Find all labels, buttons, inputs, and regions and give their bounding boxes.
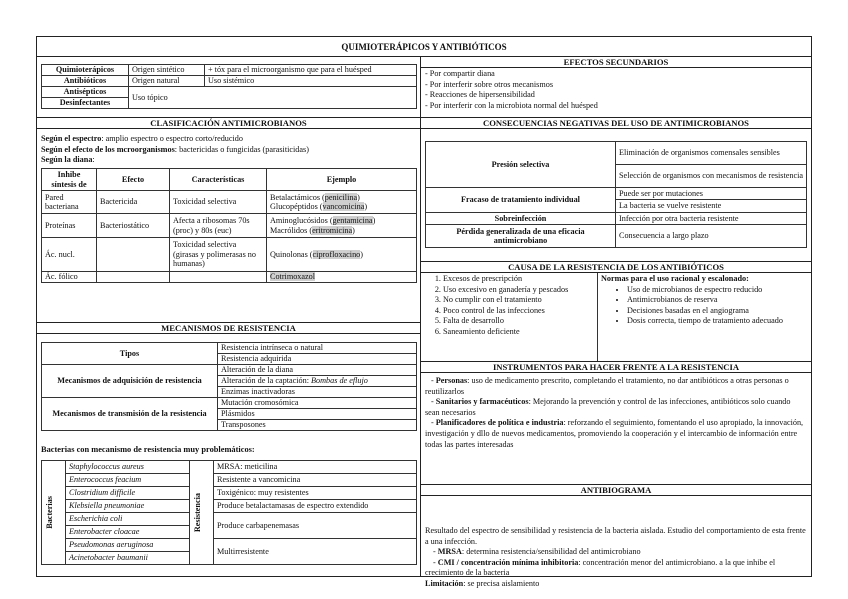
consequence-label: Fracaso de tratamiento individual bbox=[426, 188, 616, 213]
side-effects-heading: EFECTOS SECUNDARIOS bbox=[421, 57, 811, 68]
list-item: - Reacciones de hipersensibilidad bbox=[425, 90, 535, 100]
bacteria-name: Klebsiella pneumoniae bbox=[66, 500, 190, 513]
list-item: - MRSA: determina resistencia/sensibilidad del antimicrobiano bbox=[433, 547, 641, 557]
drug-highlight: gentamicina bbox=[332, 216, 373, 226]
list-item: • Decisiones basadas en el angiograma bbox=[627, 306, 807, 317]
causes-heading: CAUSA DE LA RESISTENCIA DE LOS ANTIBIÓTICOS bbox=[421, 261, 811, 273]
list-item: - Por compartir diana bbox=[425, 69, 495, 78]
list-item: 4. Poco control de las infecciones bbox=[443, 306, 595, 317]
list-item: - Personas: uso de medicamento prescrito, completando el tratamiento, no dar antibióticos a otras personas o reutilizarlos bbox=[425, 376, 789, 396]
def-term: Desinfectantes bbox=[42, 98, 129, 109]
acquisition-item: Alteración de la diana bbox=[218, 365, 417, 376]
bacteria-side-label: Bacterias bbox=[45, 496, 54, 529]
consequence-detail: Consecuencia a largo plazo bbox=[616, 225, 807, 248]
resistance-table-wrap bbox=[41, 342, 417, 431]
instruments-heading: INSTRUMENTOS PARA HACER FRENTE A LA RESISTENCIA bbox=[421, 361, 811, 373]
cell-effect bbox=[97, 238, 170, 272]
resistance-type: Resistencia adquirida bbox=[218, 354, 417, 365]
table-row bbox=[42, 272, 417, 283]
cell-effect bbox=[97, 272, 170, 283]
cell-features bbox=[170, 272, 267, 283]
cell-target: Ác. fólico bbox=[42, 272, 97, 283]
classification-table bbox=[41, 168, 417, 283]
cell-effect: Bacteriostático bbox=[97, 214, 170, 238]
problem-bacteria-table-wrap bbox=[41, 460, 417, 565]
cell-target: Proteínas bbox=[42, 214, 97, 238]
classification-table-wrap bbox=[41, 168, 417, 283]
transmission-label: Mecanismos de transmisión de la resistencia bbox=[42, 398, 218, 431]
def-term: Antisépticos bbox=[42, 87, 129, 98]
def-term: Quimioterápicos bbox=[42, 65, 129, 76]
right-column bbox=[421, 57, 811, 588]
problem-bacteria-table bbox=[41, 460, 417, 565]
drug-highlight: eritromicina bbox=[312, 225, 353, 235]
side-effects-list bbox=[425, 69, 805, 111]
spectrum-label: Según el espectro bbox=[41, 134, 102, 143]
transmission-item: Transposones bbox=[218, 420, 417, 431]
consequence-label: Sobreinfección bbox=[426, 213, 616, 225]
instruments-list bbox=[425, 376, 807, 450]
drug-highlight: Cotrimoxazol bbox=[270, 272, 316, 282]
list-item: 1. Excesos de prescripción bbox=[443, 274, 595, 285]
classification-heading: CLASIFICACIÓN ANTIMICROBIANOS bbox=[37, 117, 420, 129]
col-header: Efecto bbox=[97, 169, 170, 191]
list-item: - Planificadores de política e industria: reforzando el seguimiento, fomentando el uso apropiado, la innovación, investigación y dllo de nuevos medicamentos, promoviendo la cooperación y el intercambio de información entre todas las partes interesadas bbox=[425, 418, 804, 449]
consequence-detail: La bacteria se vuelve resistente bbox=[616, 200, 807, 213]
list-item: - Por interferir con la microbiota normal del huésped bbox=[425, 100, 598, 110]
resistance-desc: Toxigénico: muy resistentes bbox=[214, 487, 417, 500]
col-header: Inhibe síntesis de bbox=[42, 169, 97, 191]
target-text: : bbox=[92, 155, 95, 165]
list-item: 5. Falta de desarrollo bbox=[443, 316, 595, 327]
bacteria-name: Pseudomonas aeruginosa bbox=[66, 539, 190, 552]
def-origin: Origen sintético bbox=[129, 65, 205, 76]
left-column bbox=[37, 57, 421, 576]
resistance-table bbox=[41, 342, 417, 431]
problem-bacteria-heading: Bacterias con mecanismo de resistencia muy problemáticos: bbox=[41, 445, 255, 454]
resistance-desc: Produce carbapenemasas bbox=[214, 513, 417, 539]
cell-example: Aminoglucósidos (gentamicina) Macrólidos (eritromicina) bbox=[267, 214, 417, 238]
list-item: - Por interferir sobre otros mecanismos bbox=[425, 79, 554, 89]
bacteria-name: Enterobacter cloacae bbox=[66, 526, 190, 539]
resistance-desc: Multirresistente bbox=[214, 539, 417, 565]
drug-highlight: ciprofloxacino bbox=[312, 249, 361, 259]
resistance-desc: Produce betalactamasas de espectro extendido bbox=[214, 500, 417, 513]
def-term: Antibióticos bbox=[42, 76, 129, 87]
resistance-side-label-cell bbox=[190, 461, 214, 565]
consequence-detail: Infección por otra bacteria resistente bbox=[616, 213, 807, 225]
consequences-table-wrap bbox=[425, 141, 807, 248]
cell-example: Betalactámicos (penicilina) Glucopéptidos (vancomicina) bbox=[267, 191, 417, 214]
def-origin: Origen natural bbox=[129, 76, 205, 87]
acquisition-item: Enzimas inactivadoras bbox=[218, 387, 417, 398]
antibiogram-heading: ANTIBIOGRAMA bbox=[421, 484, 811, 496]
consequence-detail: Eliminación de organismos comensales sensibles bbox=[616, 142, 807, 165]
drug-highlight: penicilina bbox=[324, 192, 358, 202]
consequence-detail: Puede ser por mutaciones bbox=[616, 188, 807, 200]
table-row bbox=[42, 191, 417, 214]
definitions-table bbox=[41, 64, 417, 109]
list-item: - CMI / concentración mínima inhibitoria: concentración menor del antimicrobiano. a la que inhibe el crecimiento de la bacteria bbox=[425, 557, 776, 578]
cell-effect: Bactericida bbox=[97, 191, 170, 214]
consequence-label: Pérdida generalizada de una eficacia antimicrobiano bbox=[426, 225, 616, 248]
transmission-item: Mutación cromosómica bbox=[218, 398, 417, 409]
target-label: Según la diana bbox=[41, 155, 93, 165]
resistance-heading: MECANISMOS DE RESISTENCIA bbox=[37, 322, 420, 334]
list-item: 3. No cumplir con el tratamiento bbox=[443, 295, 595, 306]
acquisition-item: Alteración de la captación: Bombas de eflujo bbox=[218, 376, 417, 387]
col-header: Ejemplo bbox=[267, 169, 417, 191]
list-item: - Sanitarios y farmacéuticos: Mejorando la prevención y control de las infecciones, antibióticos solo cuando sean necesarios bbox=[425, 397, 791, 417]
page-title: QUIMIOTERÁPICOS Y ANTIBIÓTICOS bbox=[37, 37, 811, 57]
drug-highlight: vancomicina bbox=[322, 202, 365, 211]
bacteria-name: Escherichia coli bbox=[66, 513, 190, 526]
list-item: 6. Saneamiento deficiente bbox=[443, 327, 595, 338]
norms-block: Normas para el uso racional y escalonado: • Uso de microbianos de espectro reducido • Antimicrobianos de reserva • Decisiones basadas en el angiograma • Dosis correcta, tiempo de tratamiento adecuado bbox=[601, 274, 807, 327]
norms-heading: Normas para el uso racional y escalonado bbox=[601, 274, 747, 283]
causes-list bbox=[425, 274, 595, 337]
consequences-table bbox=[425, 141, 807, 248]
cell-target: Pared bacteriana bbox=[42, 191, 97, 214]
consequences-heading: CONSECUENCIAS NEGATIVAS DEL USO DE ANTIMICROBIANOS bbox=[421, 117, 811, 129]
resistance-desc: MRSA: meticilina bbox=[214, 461, 417, 474]
antibiogram-body bbox=[425, 526, 807, 590]
transmission-item: Plásmidos bbox=[218, 409, 417, 420]
classification-criteria bbox=[41, 134, 417, 166]
def-note: Uso sistémico bbox=[205, 76, 417, 87]
table-row bbox=[42, 238, 417, 272]
antibiogram-intro: Resultado del espectro de sensibilidad y resistencia de la bacteria aislada. Estudio del comportamiento de esta frente a una infección. bbox=[425, 526, 806, 546]
resistance-side-label: Resistencia bbox=[193, 492, 202, 533]
spectrum-text: : amplio espectro o espectro corto/reducido bbox=[101, 134, 243, 143]
bacteria-side-label-cell bbox=[42, 461, 66, 565]
definitions-table-wrap bbox=[41, 64, 417, 109]
bacteria-name: Enterococcus feacium bbox=[66, 474, 190, 487]
cell-example: Quinolonas (ciprofloxacino) bbox=[267, 238, 417, 272]
types-label: Tipos bbox=[42, 343, 218, 365]
acquisition-label: Mecanismos de adquisición de resistencia bbox=[42, 365, 218, 398]
bacteria-name: Acinetobacter baumanii bbox=[66, 552, 190, 565]
col-header: Características bbox=[170, 169, 267, 191]
summary-sheet bbox=[36, 36, 812, 588]
cell-features: Afecta a ribosomas 70s (proc) y 80s (euc) bbox=[170, 214, 267, 238]
table-row bbox=[42, 214, 417, 238]
list-item: Limitación: se precisa aislamiento bbox=[425, 578, 540, 588]
cell-example bbox=[267, 272, 417, 283]
consequence-label: Presión selectiva bbox=[426, 142, 616, 188]
def-note: + tóx para el microorganismo que para el huésped bbox=[205, 65, 417, 76]
bacteria-name: Clostridium difficile bbox=[66, 487, 190, 500]
cell-features: Toxicidad selectiva bbox=[170, 191, 267, 214]
causes-divider bbox=[597, 273, 598, 361]
def-origin: Uso tópico bbox=[129, 87, 417, 109]
resistance-desc: Resistente a vancomicina bbox=[214, 474, 417, 487]
consequence-detail: Selección de organismos con mecanismos de resistencia bbox=[616, 165, 807, 188]
list-item: • Antimicrobianos de reserva bbox=[627, 295, 807, 306]
resistance-type: Resistencia intrínseca o natural bbox=[218, 343, 417, 354]
list-item: • Dosis correcta, tiempo de tratamiento adecuado bbox=[627, 316, 807, 327]
list-item: 2. Uso excesivo en ganadería y pescados bbox=[443, 285, 595, 296]
cell-target: Ác. nucl. bbox=[42, 238, 97, 272]
bacteria-name: Staphylococcus aureus bbox=[66, 461, 190, 474]
efflux-pumps: Bombas de eflujo bbox=[311, 376, 368, 386]
list-item: • Uso de microbianos de espectro reducido bbox=[627, 285, 807, 296]
cell-features: Toxicidad selectiva (girasas y polimerasas no humanas) bbox=[170, 238, 267, 272]
effect-label: Según el efecto de los mcroorganismos bbox=[41, 144, 175, 154]
effect-text: : bactericidas o fungicidas (parasiticidas) bbox=[174, 144, 309, 154]
